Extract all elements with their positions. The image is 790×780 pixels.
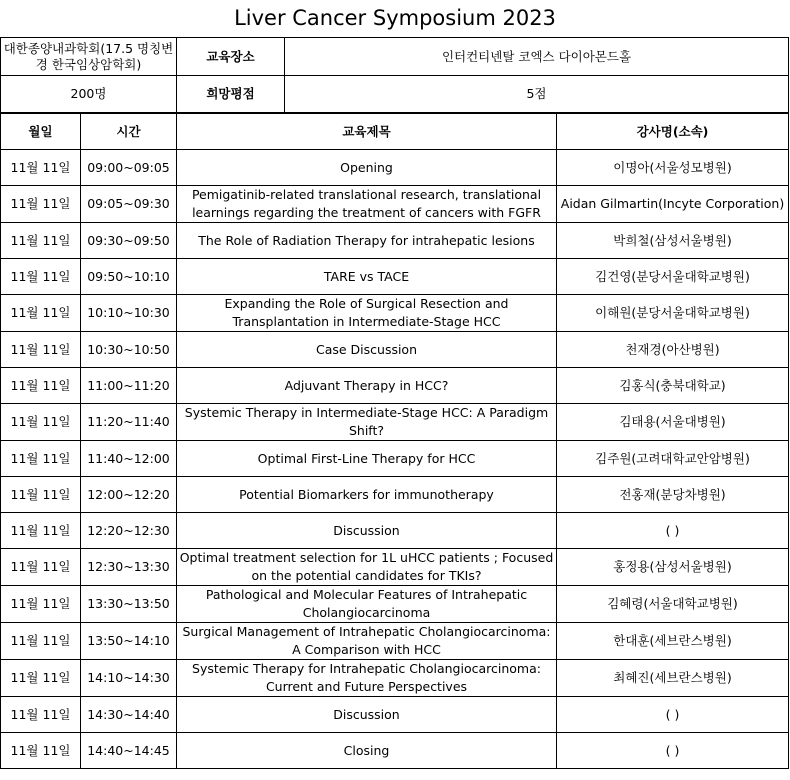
row-speaker: 김태용(서울대병원) [557, 404, 789, 441]
row-speaker: 최혜진(세브란스병원) [557, 660, 789, 697]
capacity-cell: 200명 [1, 76, 177, 113]
row-topic: Potential Biomarkers for immunotherapy [177, 477, 557, 513]
schedule-row [1, 441, 789, 477]
row-topic: Closing [177, 733, 557, 769]
schedule-header-row [1, 114, 789, 150]
row-date: 11월 11일 [1, 513, 81, 549]
header-time: 시간 [81, 114, 177, 150]
row-speaker: 김건영(분당서울대학교병원) [557, 259, 789, 295]
row-topic: Pathological and Molecular Features of Intrahepatic Cholangiocarcinoma [177, 586, 557, 623]
header-date: 월일 [1, 114, 81, 150]
row-time: 14:40~14:45 [81, 733, 177, 769]
organizer-cell: 대한종양내과학회(17.5 명칭변경 한국임상암학회) [1, 38, 177, 76]
row-topic: Optimal treatment selection for 1L uHCC patients ; Focused on the potential candidates for TKIs? [177, 549, 557, 586]
schedule-row [1, 513, 789, 549]
row-topic: Discussion [177, 513, 557, 549]
row-topic: Pemigatinib-related translational research, translational learnings regarding the treatment of cancers with FGFR [177, 186, 557, 223]
row-topic: The Role of Radiation Therapy for intrahepatic lesions [177, 223, 557, 259]
row-time: 10:10~10:30 [81, 295, 177, 332]
row-speaker: 박희철(삼성서울병원) [557, 223, 789, 259]
row-date: 11월 11일 [1, 368, 81, 404]
row-topic: Optimal First-Line Therapy for HCC [177, 441, 557, 477]
row-time: 12:20~12:30 [81, 513, 177, 549]
row-date: 11월 11일 [1, 150, 81, 186]
credit-value: 5점 [285, 76, 789, 113]
schedule-row [1, 549, 789, 586]
row-date: 11월 11일 [1, 623, 81, 660]
row-time: 09:50~10:10 [81, 259, 177, 295]
info-row-credit [1, 76, 789, 113]
row-topic: TARE vs TACE [177, 259, 557, 295]
venue-value: 인터컨티넨탈 코엑스 다이아몬드홀 [285, 38, 789, 76]
row-time: 13:30~13:50 [81, 586, 177, 623]
schedule-row [1, 259, 789, 295]
schedule-row [1, 150, 789, 186]
row-date: 11월 11일 [1, 295, 81, 332]
row-time: 09:00~09:05 [81, 150, 177, 186]
schedule-row [1, 586, 789, 623]
row-topic: Adjuvant Therapy in HCC? [177, 368, 557, 404]
row-time: 11:00~11:20 [81, 368, 177, 404]
schedule-row [1, 186, 789, 223]
row-topic: Surgical Management of Intrahepatic Cholangiocarcinoma: A Comparison with HCC [177, 623, 557, 660]
row-time: 09:30~09:50 [81, 223, 177, 259]
row-date: 11월 11일 [1, 404, 81, 441]
row-time: 12:30~13:30 [81, 549, 177, 586]
row-speaker: 이명아(서울성모병원) [557, 150, 789, 186]
info-row-venue [1, 38, 789, 76]
row-date: 11월 11일 [1, 549, 81, 586]
row-date: 11월 11일 [1, 186, 81, 223]
row-time: 12:00~12:20 [81, 477, 177, 513]
row-speaker: ( ) [557, 697, 789, 733]
row-date: 11월 11일 [1, 332, 81, 368]
row-date: 11월 11일 [1, 697, 81, 733]
row-topic: Systemic Therapy for Intrahepatic Cholangiocarcinoma: Current and Future Perspectives [177, 660, 557, 697]
schedule-table [0, 113, 789, 769]
row-speaker: 전홍재(분당차병원) [557, 477, 789, 513]
row-topic: Opening [177, 150, 557, 186]
row-date: 11월 11일 [1, 259, 81, 295]
row-time: 10:30~10:50 [81, 332, 177, 368]
schedule-body [1, 150, 789, 769]
row-date: 11월 11일 [1, 586, 81, 623]
row-date: 11월 11일 [1, 477, 81, 513]
row-time: 11:20~11:40 [81, 404, 177, 441]
info-table [0, 37, 789, 113]
row-speaker: ( ) [557, 733, 789, 769]
row-date: 11월 11일 [1, 660, 81, 697]
row-time: 11:40~12:00 [81, 441, 177, 477]
venue-label: 교육장소 [177, 38, 285, 76]
schedule-row [1, 697, 789, 733]
row-speaker: Aidan Gilmartin(Incyte Corporation) [557, 186, 789, 223]
schedule-row [1, 477, 789, 513]
row-speaker: 이해원(분당서울대학교병원) [557, 295, 789, 332]
credit-label: 희망평점 [177, 76, 285, 113]
header-topic: 교육제목 [177, 114, 557, 150]
row-topic: Case Discussion [177, 332, 557, 368]
row-time: 14:30~14:40 [81, 697, 177, 733]
row-date: 11월 11일 [1, 223, 81, 259]
row-topic: Expanding the Role of Surgical Resection and Transplantation in Intermediate-Stage HCC [177, 295, 557, 332]
row-topic: Discussion [177, 697, 557, 733]
schedule-row [1, 332, 789, 368]
row-time: 13:50~14:10 [81, 623, 177, 660]
header-speaker: 강사명(소속) [557, 114, 789, 150]
row-date: 11월 11일 [1, 733, 81, 769]
schedule-row [1, 404, 789, 441]
schedule-row [1, 368, 789, 404]
schedule-row [1, 660, 789, 697]
row-speaker: 김혜령(서울대학교병원) [557, 586, 789, 623]
row-speaker: 한대훈(세브란스병원) [557, 623, 789, 660]
document-title: Liver Cancer Symposium 2023 [234, 6, 556, 30]
schedule-row [1, 223, 789, 259]
row-speaker: 홍정용(삼성서울병원) [557, 549, 789, 586]
schedule-row [1, 623, 789, 660]
row-time: 14:10~14:30 [81, 660, 177, 697]
row-speaker: ( ) [557, 513, 789, 549]
row-speaker: 천재경(아산병원) [557, 332, 789, 368]
row-date: 11월 11일 [1, 441, 81, 477]
row-speaker: 김주원(고려대학교안암병원) [557, 441, 789, 477]
schedule-row [1, 295, 789, 332]
row-time: 09:05~09:30 [81, 186, 177, 223]
schedule-row [1, 733, 789, 769]
row-speaker: 김홍식(충북대학교) [557, 368, 789, 404]
row-topic: Systemic Therapy in Intermediate-Stage HCC: A Paradigm Shift? [177, 404, 557, 441]
